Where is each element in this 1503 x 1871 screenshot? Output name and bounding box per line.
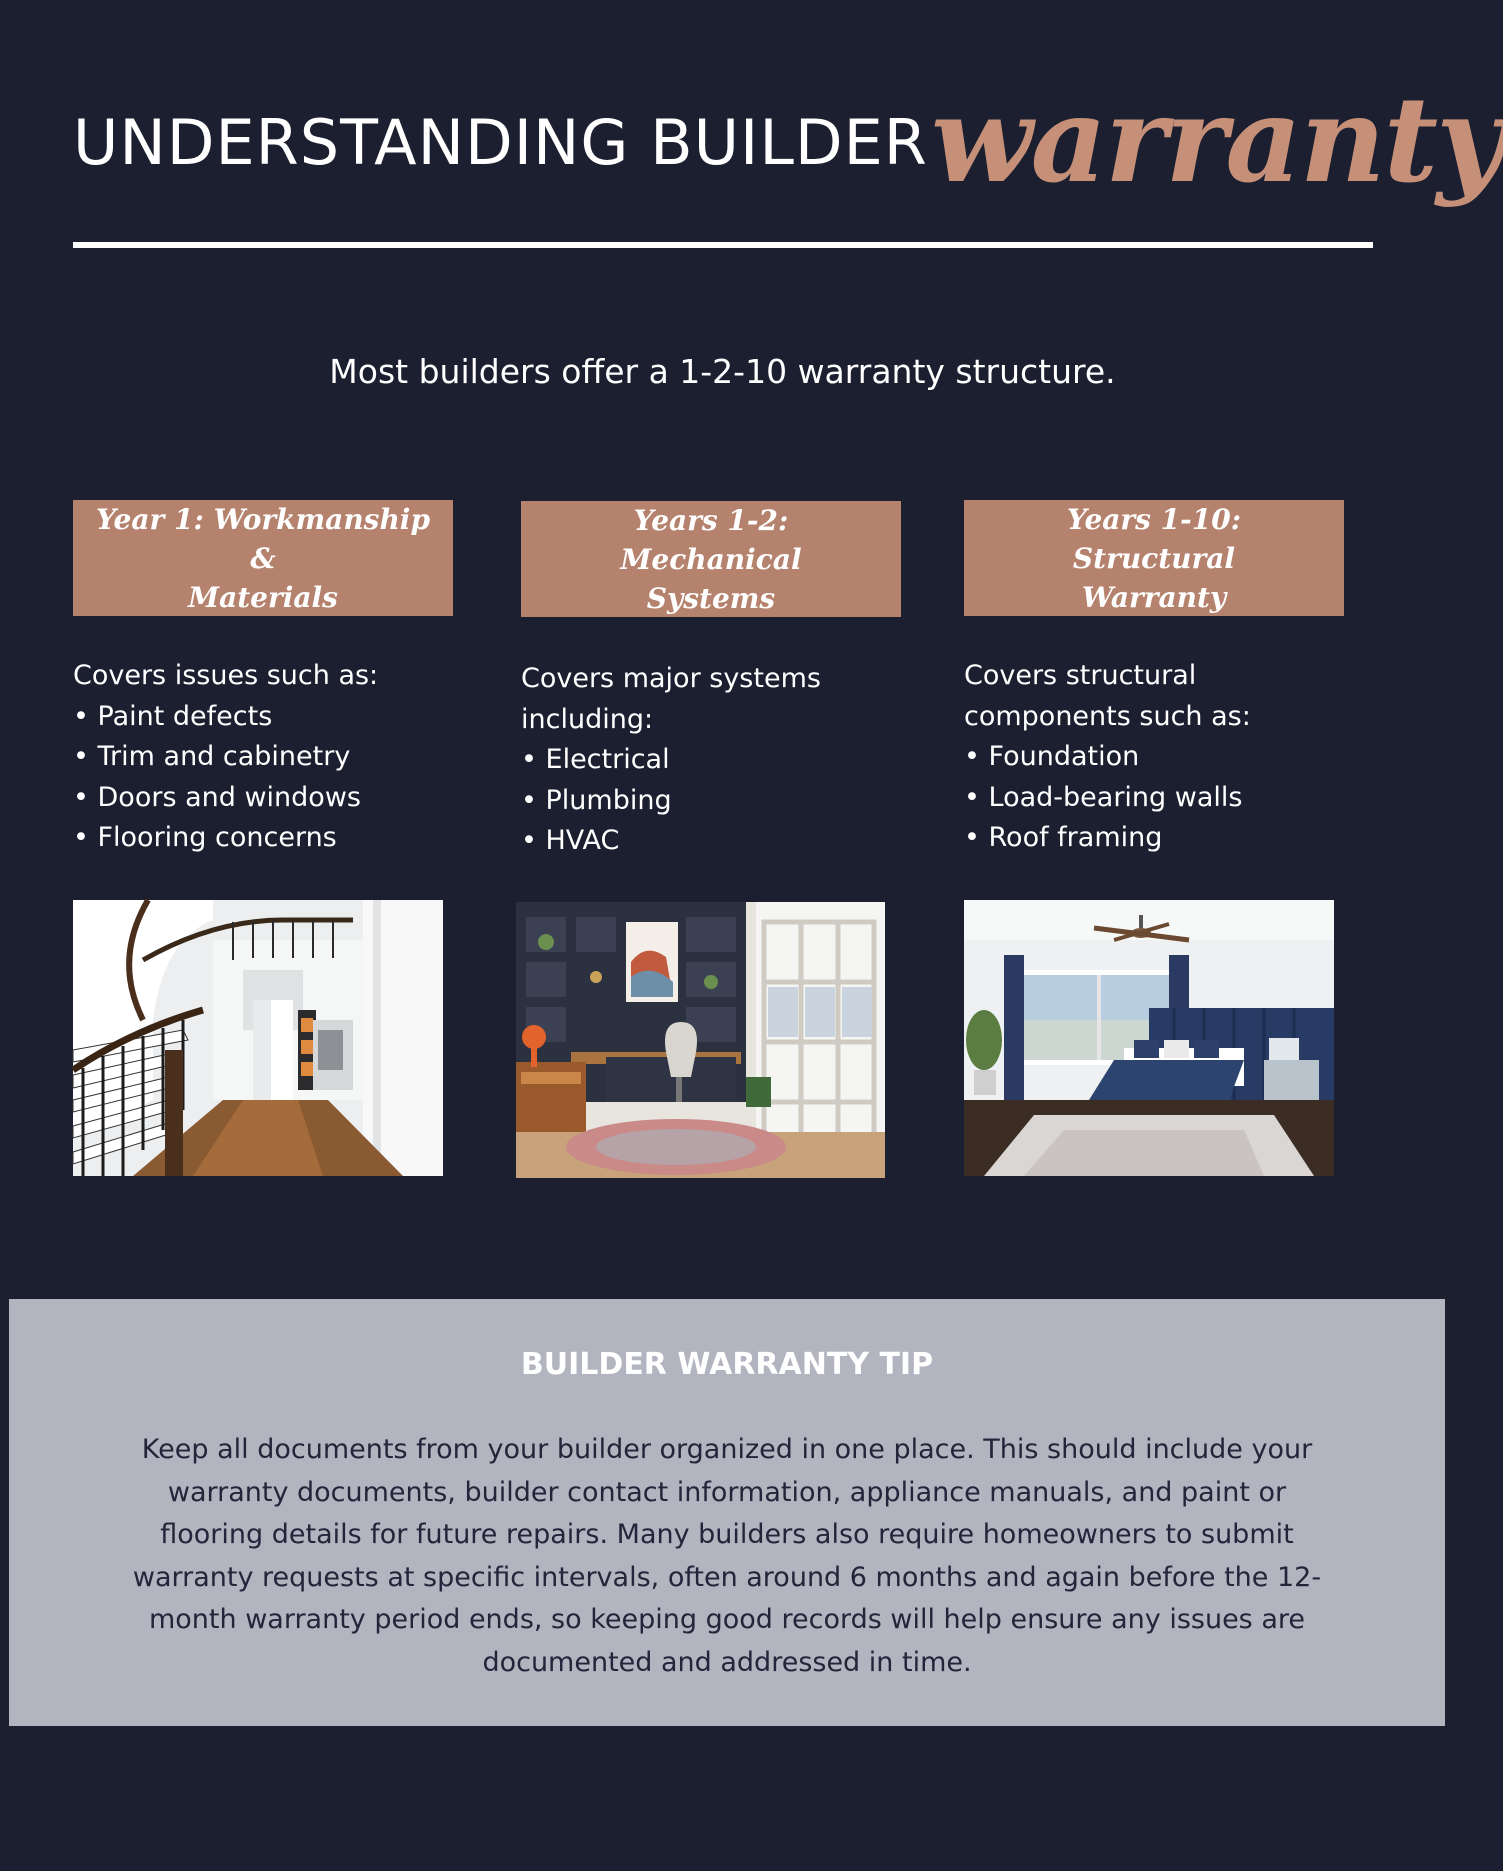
list-item: • Roof framing <box>964 822 1163 853</box>
warranty-tag-years-1-2 <box>521 501 901 617</box>
page-title: UNDERSTANDING BUILDER <box>73 106 928 179</box>
desc-line: including: <box>521 703 654 735</box>
warranty-tip-box <box>9 1299 1445 1726</box>
list-item: • Electrical <box>521 744 670 775</box>
warranty-column-year-1 <box>73 500 453 859</box>
tip-line: Keep all documents from your builder organized in one place. This should include your <box>141 1434 1313 1465</box>
list-item: • Plumbing <box>521 784 672 816</box>
tag-line: Materials <box>188 580 338 614</box>
bedroom-photo <box>964 900 1334 1176</box>
page-title-script: warranty <box>931 70 1503 209</box>
warranty-column-years-1-10 <box>964 500 1344 859</box>
tip-line: flooring details for future repairs. Many builders also require homeowners to submit <box>160 1519 1294 1550</box>
warranty-tag-years-1-10 <box>964 500 1344 616</box>
tip-line: warranty requests at specific intervals, often around 6 months and again before the 12- <box>132 1561 1322 1593</box>
tip-line: documented and addressed in time. <box>482 1646 972 1678</box>
tag-line: Warranty <box>1081 580 1227 614</box>
list-item: • Foundation <box>964 741 1140 772</box>
list-item: • Doors and windows <box>73 781 361 813</box>
warranty-tag-year-1 <box>73 500 453 616</box>
list-item: • Paint defects <box>73 700 273 732</box>
tag-line: Systems <box>646 581 776 615</box>
desc-line: components such as: <box>964 700 1251 732</box>
desc-line: Covers issues such as: <box>73 660 379 691</box>
warranty-description <box>521 659 901 862</box>
tag-line: Years 1-10: Structural <box>1066 502 1242 575</box>
warranty-description <box>964 656 1344 859</box>
desc-line: Covers structural <box>964 660 1197 691</box>
warranty-description <box>73 656 453 859</box>
list-item: • Trim and cabinetry <box>73 741 351 772</box>
tip-line: warranty documents, builder contact information, appliance manuals, and paint or <box>167 1476 1287 1508</box>
list-item: • HVAC <box>521 825 620 856</box>
staircase-hallway-photo <box>73 900 443 1176</box>
tip-body <box>117 1429 1337 1684</box>
tip-line: month warranty period ends, so keeping good records will help ensure any issues are <box>148 1604 1305 1635</box>
desc-line: Covers major systems <box>521 663 821 694</box>
warranty-column-years-1-2 <box>521 500 901 862</box>
tip-title: BUILDER WARRANTY TIP <box>520 1347 934 1382</box>
home-office-photo <box>516 902 885 1178</box>
title-divider <box>73 242 1373 248</box>
intro-text: Most builders offer a 1-2-10 warranty structure. <box>329 352 1116 391</box>
list-item: • Flooring concerns <box>73 822 337 853</box>
list-item: • Load-bearing walls <box>964 781 1243 813</box>
tag-line: Years 1-2: Mechanical <box>620 503 802 576</box>
title-row <box>73 70 1503 220</box>
tag-line: Year 1: Workmanship & <box>95 502 431 575</box>
